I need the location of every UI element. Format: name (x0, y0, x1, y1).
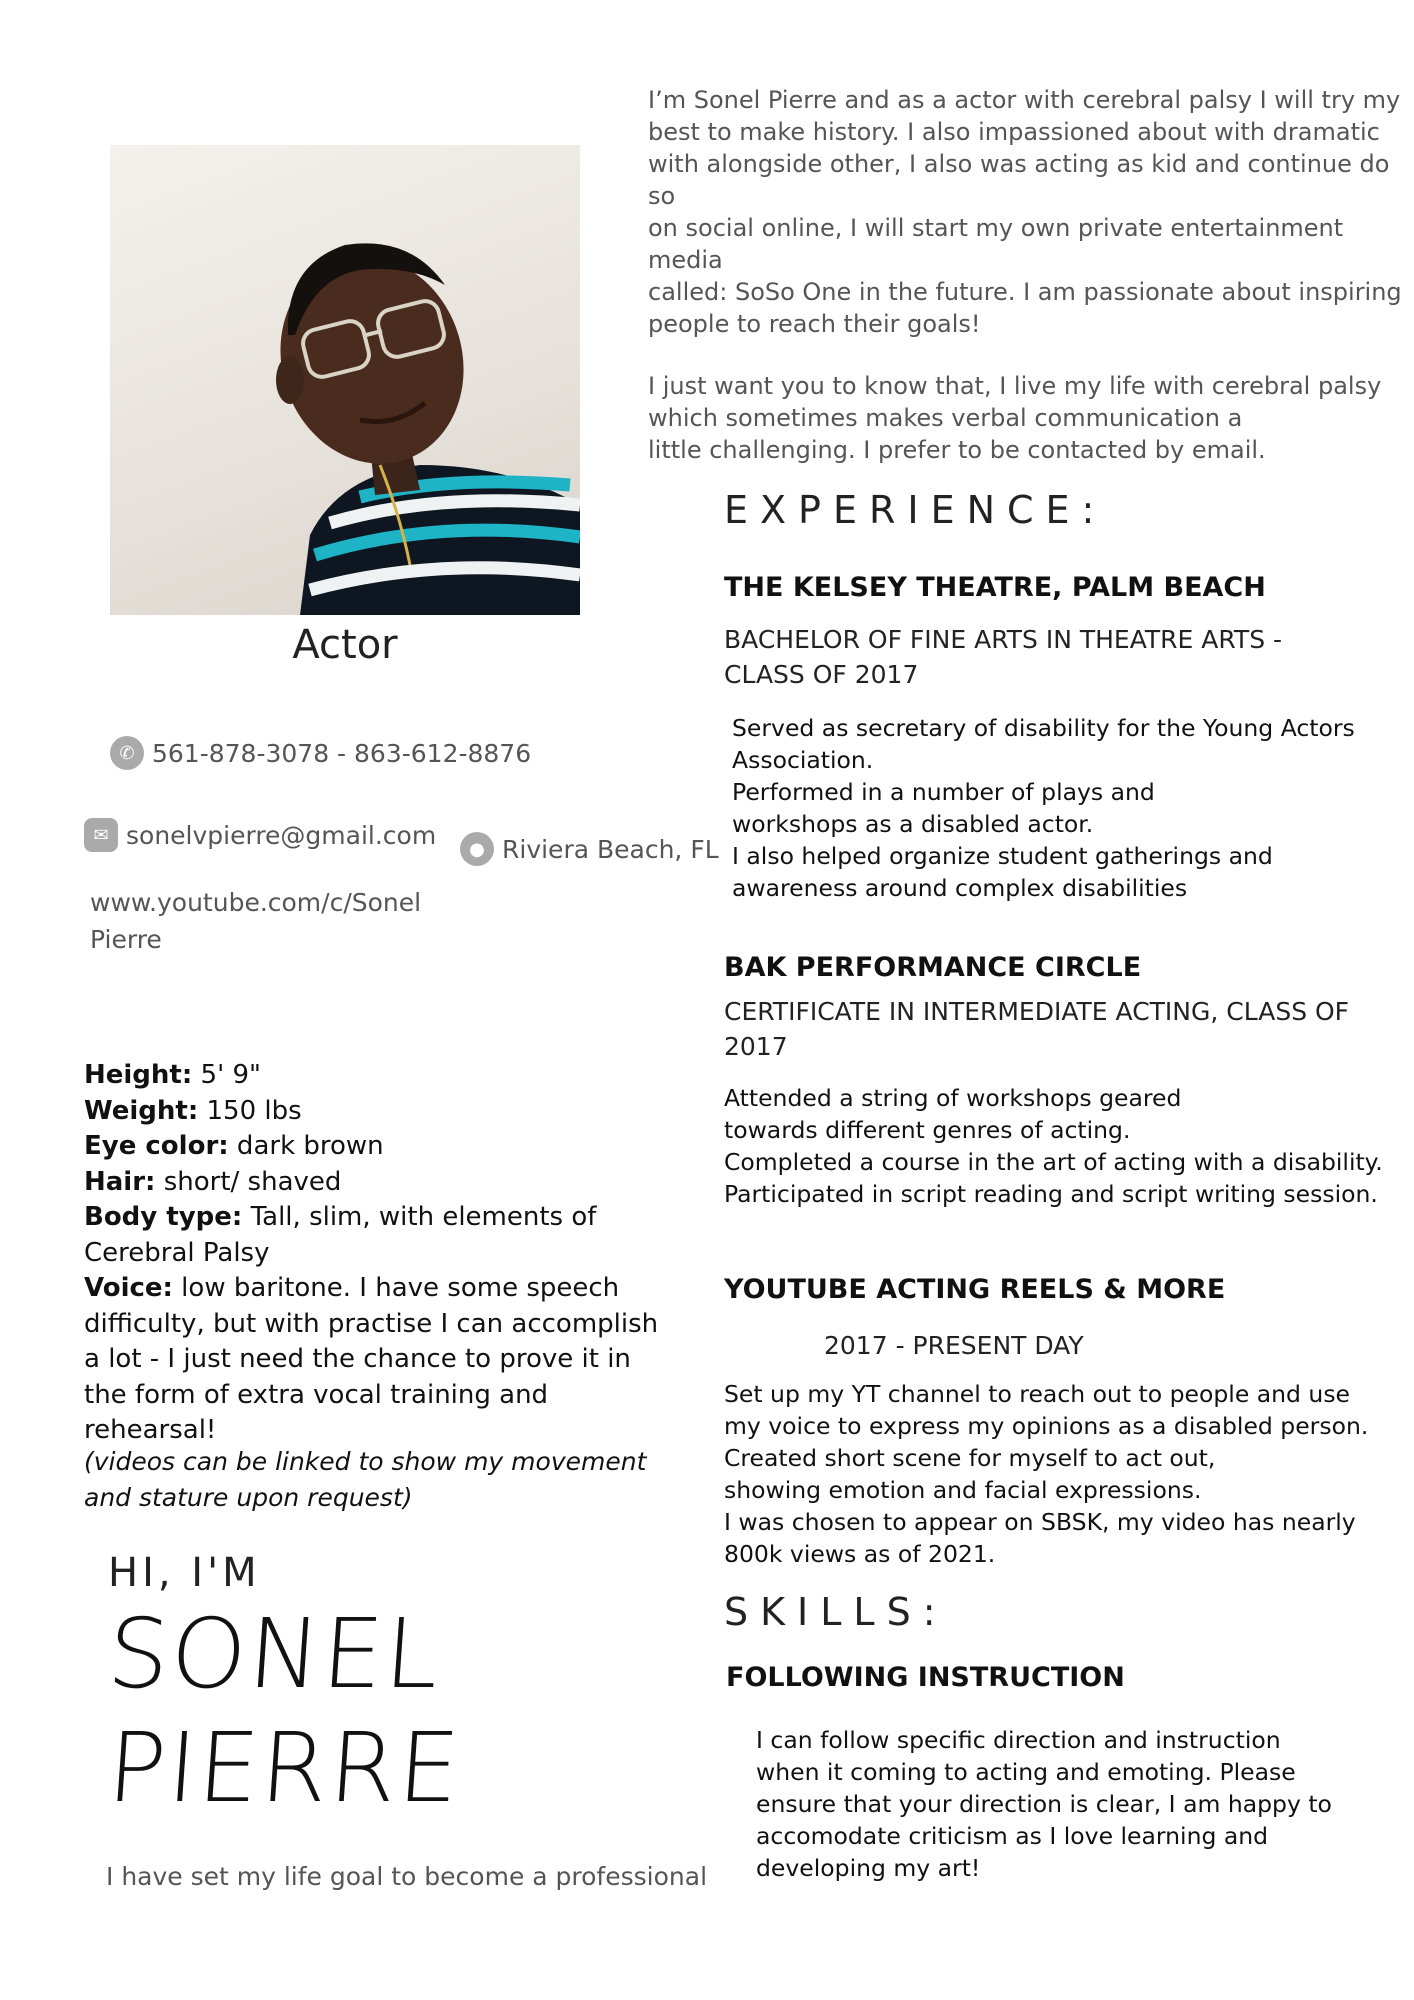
youtube-link[interactable] (90, 884, 421, 958)
stat-body-type: Body type: Tall, slim, with elements of Cerebral Palsy (84, 1202, 597, 1268)
mail-icon: ✉ (84, 818, 118, 852)
exp-2-subtitle: CERTIFICATE IN INTERMEDIATE ACTING, CLASS OF 2017 (724, 997, 1350, 1061)
exp-1-heading: THE KELSEY THEATRE, PALM BEACH (724, 572, 1266, 603)
exp-3-description: Set up my YT channel to reach out to people and use my voice to express my opinions as a disabled person. Created short scene for myself to act out, showing emotion and facial expressions. I was chosen to appear on SBSK, my video has nearly 800k views as of 2021. (724, 1380, 1369, 1568)
greeting-hi: HI, I'M (108, 1550, 261, 1596)
email-address[interactable]: sonelvpierre@gmail.com (126, 820, 437, 850)
exp-1-subtitle: BACHELOR OF FINE ARTS IN THEATRE ARTS - CLASS OF 2017 (724, 625, 1283, 689)
phone-row (110, 736, 531, 770)
profile-photo (110, 145, 580, 615)
stat-hair: Hair: short/ shaved (84, 1166, 342, 1197)
phone-icon: ✆ (110, 736, 144, 770)
stat-weight: Weight: 150 lbs (84, 1095, 302, 1126)
exp-3-subtitle: 2017 - PRESENT DAY (824, 1331, 1084, 1360)
stat-voice: Voice: low baritone. I have some speech difficulty, but with practise I can accomplish a lot - I just need the chance to prove it in the form of extra vocal training and rehearsal! (84, 1273, 659, 1445)
physical-stats (84, 1058, 674, 1449)
exp-1-description: Served as secretary of disability for the Young Actors Association. Performed in a number of plays and workshops as a disabled actor. I also helped organize student gatherings and awareness around complex disabilities (732, 714, 1355, 902)
exp-2-description: Attended a string of workshops geared towards different genres of acting. Completed a course in the art of acting with a disability. Participated in script reading and script writing session. (724, 1084, 1383, 1208)
youtube-link-line1: www.youtube.com/c/Sonel (90, 888, 422, 917)
greeting-first-name: SONEL (104, 1598, 445, 1710)
life-goal-text: I have set my life goal to become a professional (106, 1862, 708, 1891)
stat-height: Height: 5' 9" (84, 1060, 261, 1090)
youtube-link-line2: Pierre (90, 925, 162, 954)
location-text: Riviera Beach, FL (502, 834, 719, 864)
role-title: Actor (292, 622, 398, 668)
location-pin-icon: ● (460, 832, 494, 866)
experience-title: EXPERIENCE: (724, 488, 1107, 532)
greeting-last-name: PIERRE (104, 1712, 465, 1824)
exp-2-heading: BAK PERFORMANCE CIRCLE (724, 952, 1142, 983)
video-note: (videos can be linked to show my movement and stature upon request) (84, 1447, 647, 1512)
skill-description: I can follow specific direction and instruction when it coming to acting and emoting. Please ensure that your direction is clear, I am happy to accomodate criticism as I love learning and developing my art! (756, 1726, 1332, 1882)
email-row (84, 818, 436, 852)
intro-paragraph-1: I’m Sonel Pierre and as a actor with cerebral palsy I will try my best to make history. I also impassioned about with dramatic with alongside other, I also was acting as kid and continue do so on social online, I will start my own private entertainment media called: SoSo One in the future. I am passionate about inspiring people to reach their goals! (648, 86, 1402, 338)
skill-heading: FOLLOWING INSTRUCTION (726, 1662, 1125, 1693)
exp-3-heading: YOUTUBE ACTING REELS & MORE (724, 1274, 1226, 1305)
portrait-illustration (110, 145, 580, 615)
skills-title: SKILLS: (724, 1590, 948, 1634)
location-row (460, 832, 719, 866)
intro-paragraph-2: I just want you to know that, I live my life with cerebral palsy which sometimes makes verbal communication a little challenging. I prefer to be contacted by email. (648, 372, 1382, 464)
phone-number: 561-878-3078 - 863-612-8876 (152, 738, 532, 768)
intro-text (648, 84, 1408, 466)
stat-eye-color: Eye color: dark brown (84, 1131, 384, 1161)
